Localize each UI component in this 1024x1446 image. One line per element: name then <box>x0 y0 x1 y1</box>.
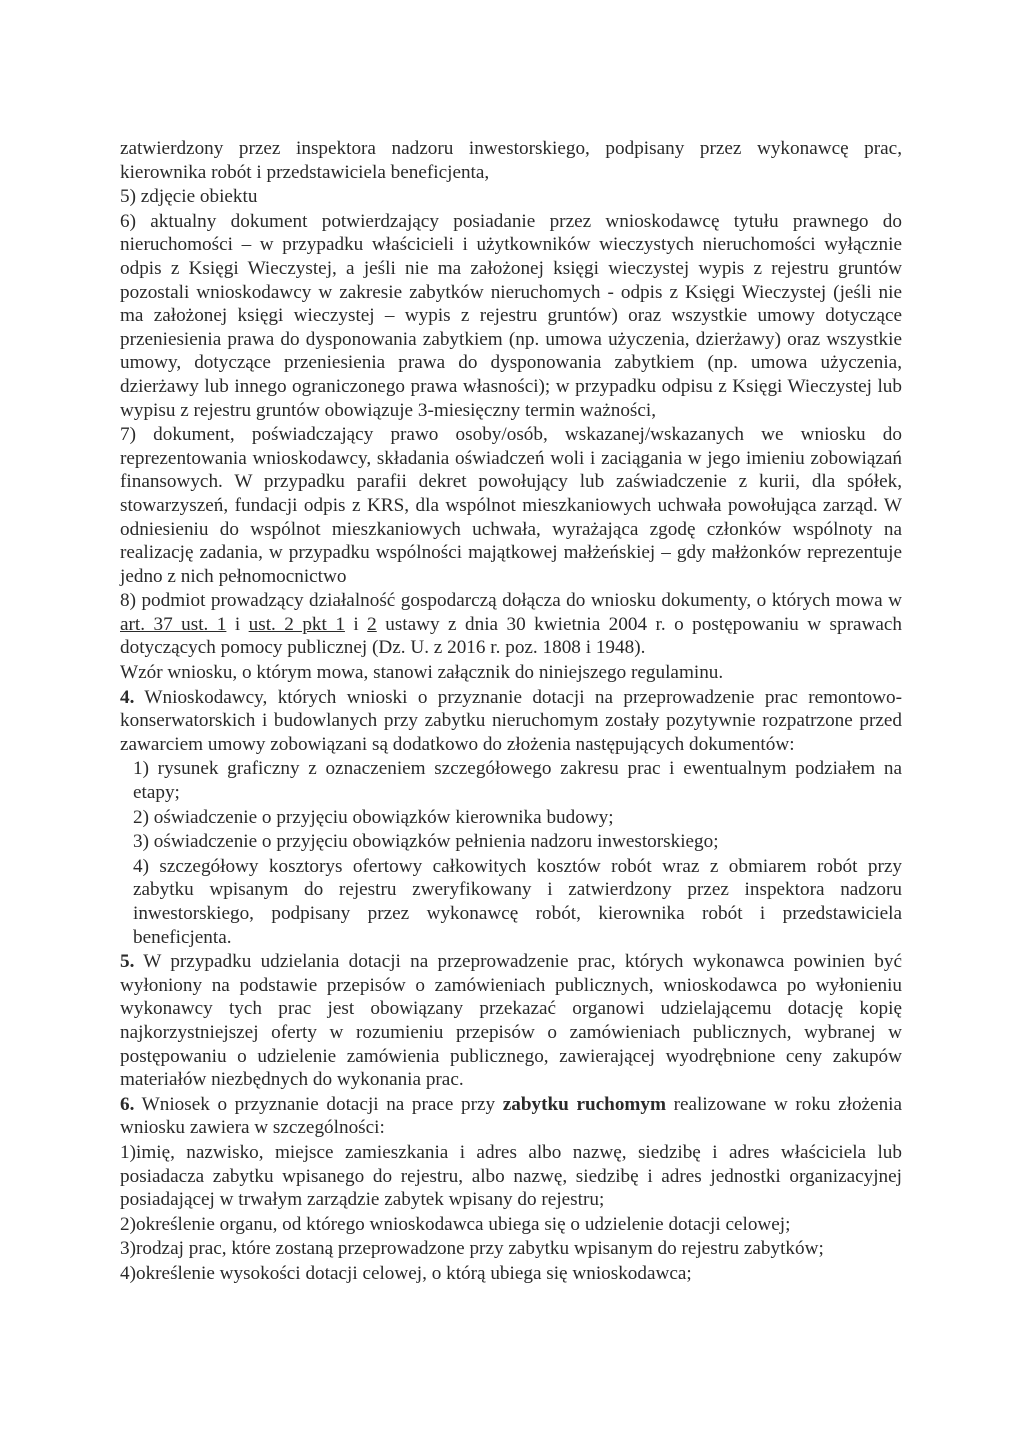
item-8-text-d: ustawy z dnia 30 kwietnia 2004 r. o postępowaniu w sprawach dotyczących pomocy publicznej (Dz. U. z 2016 r. poz. 1808 i 1948). <box>120 613 902 659</box>
item-8-text-c: i <box>344 613 368 635</box>
section-6-paragraph <box>120 1093 902 1140</box>
section-6-item-3: 3)rodzaj prac, które zostaną przeprowadzone przy zabytku wpisanym do rejestru zabytków; <box>120 1238 824 1260</box>
section-4-item-1: 1) rysunek graficzny z oznaczeniem szczegółowego zakresu prac i ewentualnym podziałem na etapy; <box>133 758 902 804</box>
section-4-paragraph <box>120 686 902 757</box>
law-link-pkt-2[interactable]: 2 <box>367 613 377 635</box>
document-body <box>120 137 902 1286</box>
item-7-representation-document: 7) dokument, poświadczający prawo osoby/osób, wskazanej/wskazanych we wniosku do reprezentowania wnioskodawcy, składania oświadczeń woli i zaciągania w jego imieniu zobowiązań finansowych. W przypadku parafii dekret powołujący lub zaświadczenie z kurii, dla spółek, stowarzyszeń, fundacji odpis z KRS, dla wspólnot mieszkaniowych uchwała powołująca zarząd. W odniesieniu do wspólnot mieszkaniowych uchwała, wyrażająca zgodę członków wspólnoty na realizację zadania, w przypadku wspólności majątkowej małżeńskiej – gdy małżonków reprezentuje jedno z nich pełnomocnictwo <box>120 424 902 587</box>
section-5-text: W przypadku udzielania dotacji na przeprowadzenie prac, których wykonawca powinien być wyłoniony na podstawie przepisów o zamówieniach publicznych, wnioskodawca po wyłonieniu wykonawcy tych prac jest obowiązany przekazać organowi udzielającemu dotację kopię najkorzystniejszej oferty w rozumieniu przepisów o zamówieniach publicznych, wybranej w postępowaniu o udzielenie zamówienia publicznego, zawierającej wyodrębnione ceny zakupów materiałów niezbędnych do wykonania prac. <box>120 951 902 1091</box>
item-8-text-b: i <box>226 613 249 635</box>
section-6-number: 6. <box>120 1093 135 1115</box>
item-8-text-a: 8) podmiot prowadzący działalność gospodarczą dołącza do wniosku dokumenty, o których mowa w <box>120 590 902 612</box>
section-6-bold-term: zabytku ruchomym <box>502 1093 666 1115</box>
template-note: Wzór wniosku, o którym mowa, stanowi załącznik do niniejszego regulaminu. <box>120 662 724 684</box>
section-6-text-a: Wniosek o przyznanie dotacji na prace przy <box>134 1093 503 1115</box>
item-8-business-documents <box>120 589 902 660</box>
item-6-title-document: 6) aktualny dokument potwierdzający posiadanie przez wnioskodawcę tytułu prawnego do nieruchomości – w przypadku właścicieli i użytkowników wieczystych nieruchomości wyłącznie odpis z Księgi Wieczystej, a jeśli nie ma założonej księgi wieczystej wypis z rejestru gruntów pozostali wnioskodawcy w zakresie zabytków nieruchomych - odpis z Księgi Wieczystej (jeśli nie ma założonej księgi wieczystej – wypis z rejestru gruntów) oraz wszystkie umowy dotyczące przeniesienia prawa do dysponowania zabytkiem (np. umowa użyczenia, dzierżawy) oraz wszystkie umowy, dotyczące przeniesienia prawa do dysponowania zabytkiem (np. umowa użyczenia, dzierżawy lub innego ograniczonego prawa własności); w przypadku odpisu z Księgi Wieczystej lub wypisu z rejestru gruntów obowiązuje 3-miesięczny termin ważności, <box>120 210 902 421</box>
section-6-item-4: 4)określenie wysokości dotacji celowej, o którą ubiega się wnioskodawca; <box>120 1262 692 1284</box>
section-6-text-b: realizowane w roku złożenia wniosku zawiera w szczególności: <box>120 1093 903 1139</box>
law-link-ust-2[interactable]: ust. 2 pkt 1 <box>248 613 345 635</box>
item-5-photo: 5) zdjęcie obiektu <box>120 186 258 208</box>
section-4-number: 4. <box>120 686 135 708</box>
section-6-item-2: 2)określenie organu, od którego wnioskodawca ubiega się o udzielenie dotacji celowej; <box>120 1213 791 1235</box>
law-link-art-37[interactable]: art. 37 ust. 1 <box>120 613 227 635</box>
section-4-item-3: 3) oświadczenie o przyjęciu obowiązków pełnienia nadzoru inwestorskiego; <box>133 831 719 853</box>
section-5-paragraph <box>120 950 902 1092</box>
section-6-item-1: 1)imię, nazwisko, miejsce zamieszkania i adres albo nazwę, siedzibę i adres właściciela lub posiadacza zabytku wpisanego do rejestru, albo nazwę, siedzibę i adres jednostki organizacyjnej posiadającej w trwałym zarządzie zabytek wpisany do rejestru; <box>120 1141 902 1211</box>
section-4-item-2: 2) oświadczenie o przyjęciu obowiązków kierownika budowy; <box>133 806 614 828</box>
section-4-item-4: 4) szczegółowy kosztorys ofertowy całkowitych kosztów robót wraz z obmiarem robót przy zabytku wpisanym do rejestru zweryfikowany i zatwierdzony przez inspektora nadzoru inwestorskiego, podpisany przez wykonawcę robót, kierownika robót i przedstawiciela beneficjenta. <box>133 855 902 948</box>
paragraph-continuation: zatwierdzony przez inspektora nadzoru inwestorskiego, podpisany przez wykonawcę prac, kierownika robót i przedstawiciela beneficjenta, <box>120 138 902 183</box>
section-4-text: Wnioskodawcy, których wnioski o przyznanie dotacji na przeprowadzenie prac remontowo-konserwatorskich i budowlanych przy zabytku nieruchomym zostały pozytywnie rozpatrzone przed zawarciem umowy zobowiązani są dodatkowo do złożenia następujących dokumentów: <box>120 686 902 755</box>
section-5-number: 5. <box>120 951 135 973</box>
